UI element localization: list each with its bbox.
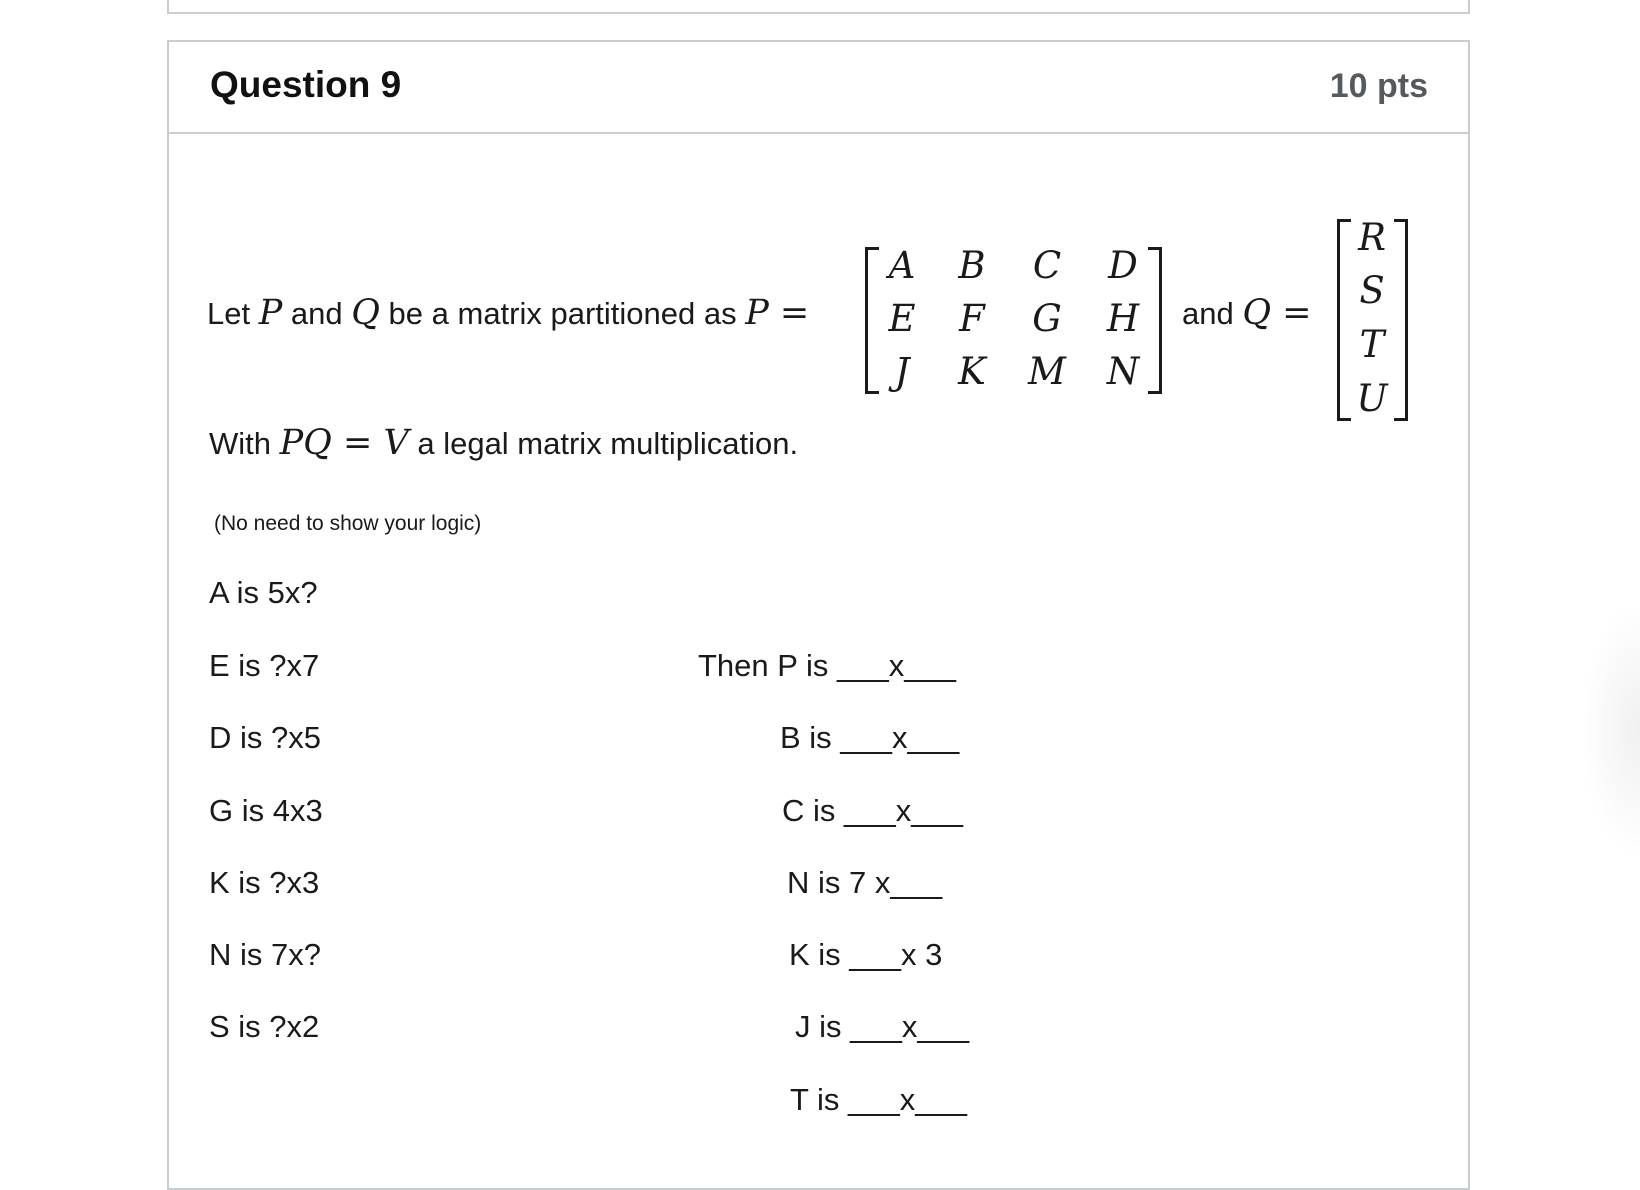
scroll-shadow — [1580, 600, 1640, 860]
question-header — [169, 42, 1468, 134]
var-v: V — [383, 423, 409, 463]
q-equals: Q = — [1242, 293, 1312, 333]
matrix-q-cell: S — [1359, 269, 1385, 312]
previous-question-card — [167, 0, 1470, 14]
matrix-q-cell: R — [1358, 216, 1386, 259]
answer-line: C is ___x___ — [782, 793, 963, 828]
and-q-text: and Q = — [1182, 293, 1312, 333]
var-pq: PQ — [279, 423, 332, 463]
given-line: K is ?x3 — [209, 865, 320, 900]
given-line: S is ?x2 — [209, 1009, 320, 1044]
given-line: A is 5x? — [209, 575, 318, 610]
matrix-p-cell: B — [958, 244, 986, 287]
answer-line: Then P is ___x___ — [698, 648, 956, 683]
matrix-p-cell: A — [888, 244, 916, 287]
question-title: Question 9 — [210, 64, 402, 105]
matrix-p-cell: G — [1032, 297, 1062, 340]
answer-line: N is 7 x___ — [787, 865, 943, 900]
answer-line: T is ___x___ — [790, 1082, 967, 1117]
matrix-q-cell: U — [1356, 377, 1388, 420]
note-text: (No need to show your logic) — [214, 512, 482, 535]
matrix-p-cell: J — [894, 350, 910, 393]
matrix-p-cell: E — [888, 297, 916, 340]
matrix-p-cell: C — [1032, 244, 1062, 287]
answer-line: B is ___x___ — [780, 720, 960, 755]
given-line: N is 7x? — [209, 937, 321, 972]
matrix-p-cell: M — [1028, 350, 1066, 393]
var-p: P — [258, 293, 283, 333]
given-line: D is ?x5 — [209, 720, 321, 755]
var-q: Q — [351, 293, 380, 333]
matrix-p-cell: D — [1108, 244, 1138, 287]
matrix-p-cell: F — [959, 297, 985, 340]
p-equals: P = — [745, 293, 810, 333]
intro-text: Let P and Q be a matrix partitioned as P = — [207, 293, 810, 333]
answer-line: J is ___x___ — [795, 1009, 970, 1044]
answer-line: K is ___x 3 — [789, 937, 943, 972]
question-points: 10 pts — [1329, 67, 1428, 105]
given-line: E is ?x7 — [209, 648, 320, 683]
with-text: With PQ = V a legal matrix multiplication. — [209, 423, 799, 463]
matrix-p-cell: H — [1106, 297, 1140, 340]
matrix-p-cell: K — [958, 350, 986, 393]
matrix-q-cell: T — [1359, 323, 1385, 366]
matrix-p-right-bracket — [1148, 247, 1162, 394]
given-line: G is 4x3 — [209, 793, 323, 828]
matrix-p-cell: N — [1106, 350, 1140, 393]
